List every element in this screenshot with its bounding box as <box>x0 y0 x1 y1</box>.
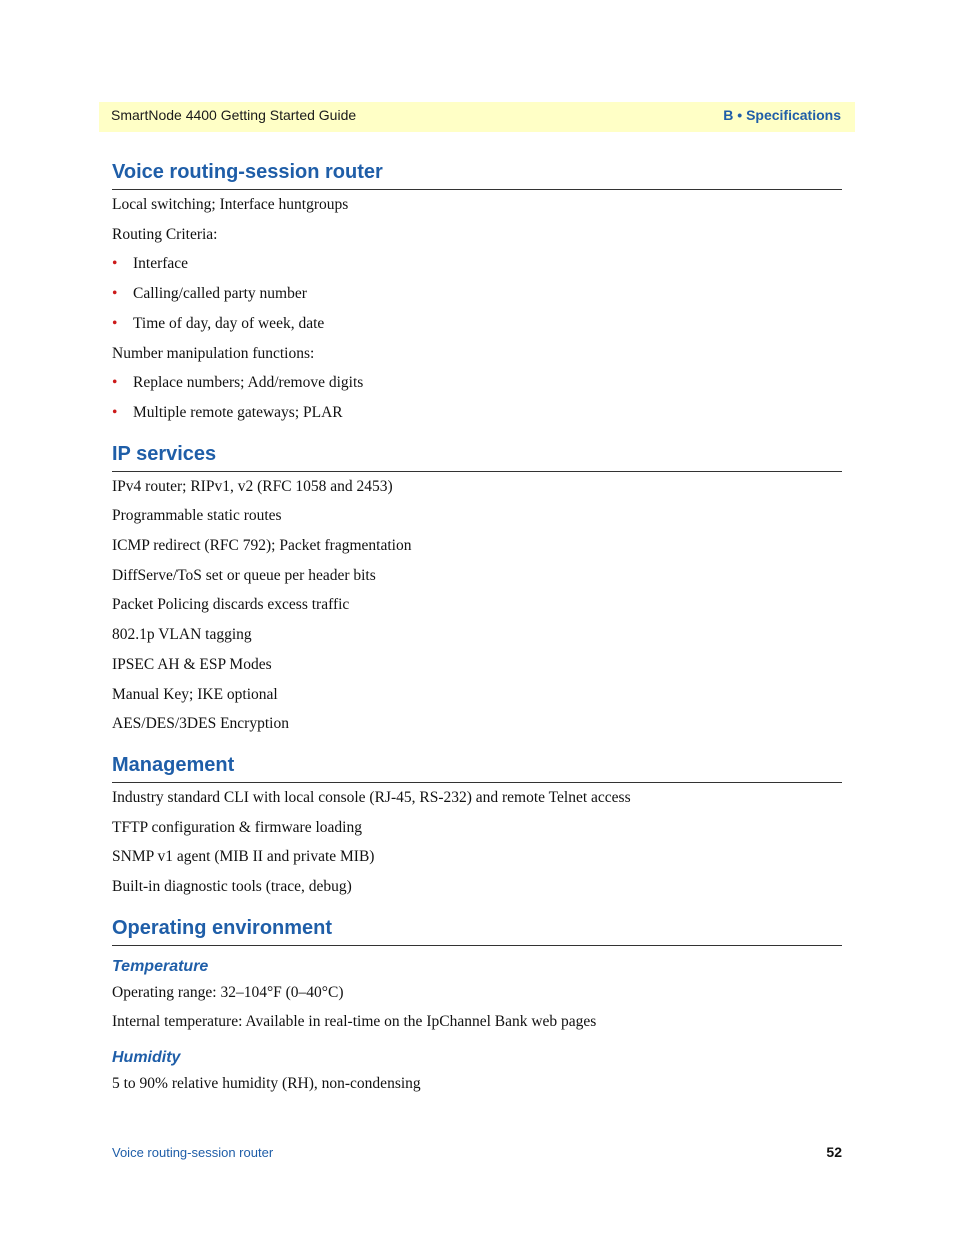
body-text: Industry standard CLI with local console (RJ-45, RS-232) and remote Telnet access <box>112 788 631 806</box>
body-text: Built-in diagnostic tools (trace, debug) <box>112 878 352 896</box>
header-chapter: B • Specifications <box>723 107 841 123</box>
bullet-icon: • <box>112 255 118 273</box>
subsection-title-humidity: Humidity <box>112 1049 181 1067</box>
list-item-text: Interface <box>133 255 189 273</box>
list-item <box>112 249 842 279</box>
body-text: DiffServe/ToS set or queue per header bits <box>112 566 376 584</box>
body-text: Operating range: 32–104°F (0–40°C) <box>112 983 344 1001</box>
section-title-ip-services: IP services <box>112 440 842 472</box>
bullet-icon: • <box>112 285 118 303</box>
list-item-text: Time of day, day of week, date <box>133 314 325 332</box>
body-text: Local switching; Interface huntgroups <box>112 196 349 213</box>
section-title-management: Management <box>112 751 842 783</box>
body-text: Number manipulation functions: <box>112 344 315 362</box>
bullet-icon: • <box>112 314 118 332</box>
list-item <box>112 398 842 428</box>
section-title-operating-environment: Operating environment <box>112 914 842 946</box>
list-item-text: Calling/called party number <box>133 285 307 303</box>
list-item <box>112 368 842 398</box>
footer-section-name: Voice routing-session router <box>112 1145 274 1160</box>
section-title-voice-routing: Voice routing-session router <box>112 158 842 190</box>
body-text: 802.1p VLAN tagging <box>112 626 252 644</box>
body-text: Packet Policing discards excess traffic <box>112 596 350 614</box>
header-doc-title: SmartNode 4400 Getting Started Guide <box>111 107 357 123</box>
body-text: Internal temperature: Available in real-time on the IpChannel Bank web pages <box>112 1013 597 1031</box>
number-manipulation-list <box>112 368 842 427</box>
list-item <box>112 279 842 309</box>
body-text: 5 to 90% relative humidity (RH), non-condensing <box>112 1075 421 1093</box>
bullet-icon: • <box>112 374 118 392</box>
page-content <box>112 158 842 1099</box>
list-item-text: Multiple remote gateways; PLAR <box>133 403 343 421</box>
body-text: ICMP redirect (RFC 792); Packet fragmentation <box>112 537 412 555</box>
bullet-icon: • <box>112 403 118 421</box>
body-text: SNMP v1 agent (MIB II and private MIB) <box>112 848 375 866</box>
page-number: 52 <box>826 1144 842 1160</box>
list-item-text: Replace numbers; Add/remove digits <box>133 374 364 392</box>
running-header <box>99 102 855 132</box>
body-text: Programmable static routes <box>112 507 282 525</box>
body-text: IPv4 router; RIPv1, v2 (RFC 1058 and 2453) <box>112 477 393 495</box>
list-item <box>112 309 842 339</box>
subsection-title-temperature: Temperature <box>112 957 209 975</box>
body-text: IPSEC AH & ESP Modes <box>112 655 272 673</box>
body-text: AES/DES/3DES Encryption <box>112 715 289 733</box>
body-text: Manual Key; IKE optional <box>112 685 278 703</box>
routing-criteria-list <box>112 249 842 338</box>
body-text: Routing Criteria: <box>112 225 218 243</box>
body-text: TFTP configuration & firmware loading <box>112 818 362 836</box>
